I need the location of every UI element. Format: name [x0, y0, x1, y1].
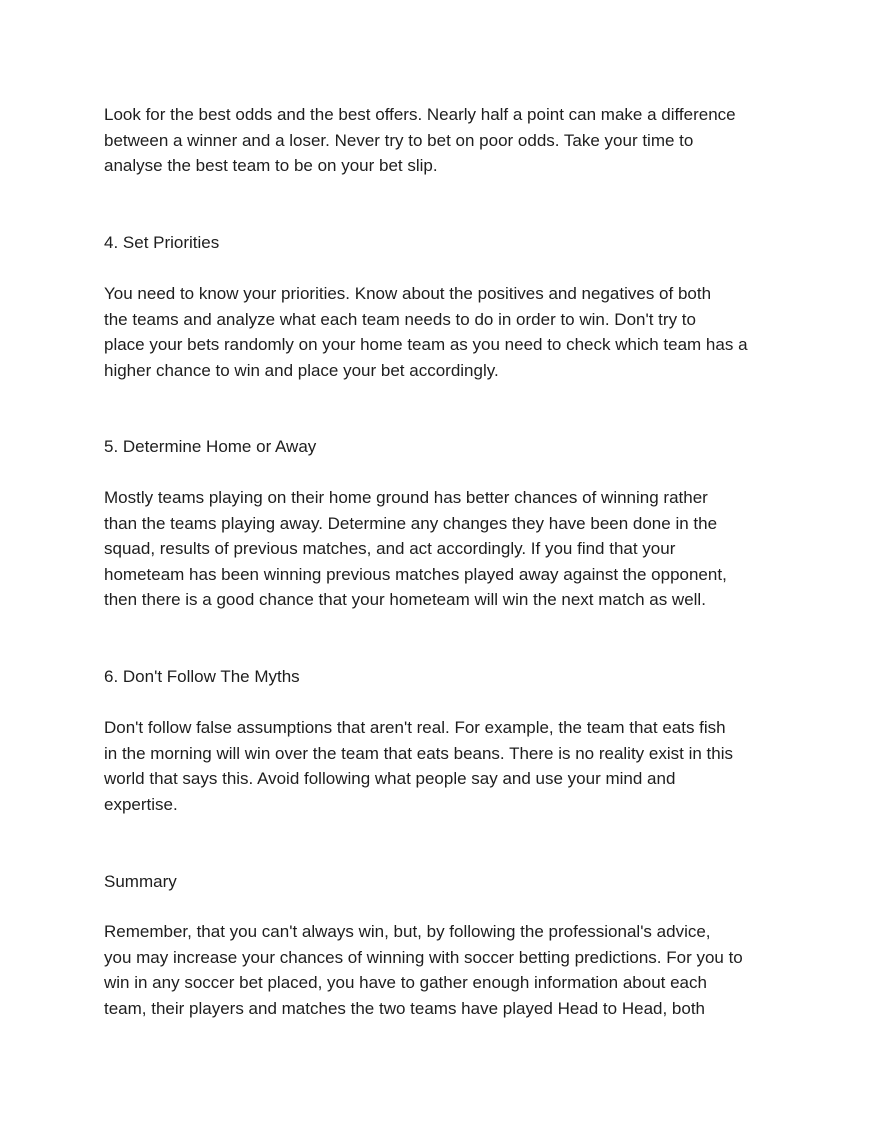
- paragraph-line: the teams and analyze what each team needs to do in order to win. Don't try to: [104, 309, 696, 329]
- paragraph-line: then there is a good chance that your hometeam will win the next match as well.: [104, 590, 706, 610]
- paragraph-line: place your bets randomly on your home team as you need to check which team has a: [104, 335, 748, 355]
- paragraph-line: squad, results of previous matches, and act accordingly. If you find that your: [104, 539, 676, 559]
- intro-paragraph: [104, 102, 794, 179]
- paragraph-line: team, their players and matches the two teams have played Head to Head, both: [104, 998, 706, 1018]
- paragraph-line: Look for the best odds and the best offers. Nearly half a point can make a difference: [104, 105, 736, 124]
- section-heading-set-priorities: 4. Set Priorities: [104, 233, 220, 252]
- paragraph-line: world that says this. Avoid following what people say and use your mind and: [104, 769, 676, 789]
- paragraph-line: analyse the best team to be on your bet slip.: [104, 156, 438, 176]
- paragraph-line: win in any soccer bet placed, you have to gather enough information about each: [104, 973, 707, 993]
- paragraph-line: You need to know your priorities. Know about the positives and negatives of both: [104, 284, 712, 303]
- summary-paragraph: [104, 919, 794, 1021]
- paragraph-line: Mostly teams playing on their home ground has better chances of winning rather: [104, 488, 708, 507]
- set-priorities-paragraph: [104, 281, 794, 383]
- paragraph-line: Remember, that you can't always win, but, by following the professional's advice,: [104, 922, 711, 941]
- home-or-away-paragraph: [104, 485, 794, 613]
- paragraph-line: expertise.: [104, 794, 178, 814]
- paragraph-line: than the teams playing away. Determine any changes they have been done in the: [104, 513, 718, 533]
- dont-follow-myths-paragraph: [104, 715, 794, 817]
- section-heading-home-or-away: 5. Determine Home or Away: [104, 437, 317, 456]
- paragraph-line: Don't follow false assumptions that aren't real. For example, the team that eats fish: [104, 718, 726, 737]
- paragraph-line: between a winner and a loser. Never try to bet on poor odds. Take your time to: [104, 130, 694, 150]
- paragraph-line: in the morning will win over the team that eats beans. There is no reality exist in this: [104, 743, 733, 763]
- section-heading-dont-follow-myths: 6. Don't Follow The Myths: [104, 667, 300, 686]
- paragraph-line: hometeam has been winning previous matches played away against the opponent,: [104, 564, 727, 584]
- section-heading-summary: Summary: [104, 872, 177, 891]
- paragraph-line: you may increase your chances of winning with soccer betting predictions. For you to: [104, 947, 743, 967]
- paragraph-line: higher chance to win and place your bet accordingly.: [104, 360, 499, 380]
